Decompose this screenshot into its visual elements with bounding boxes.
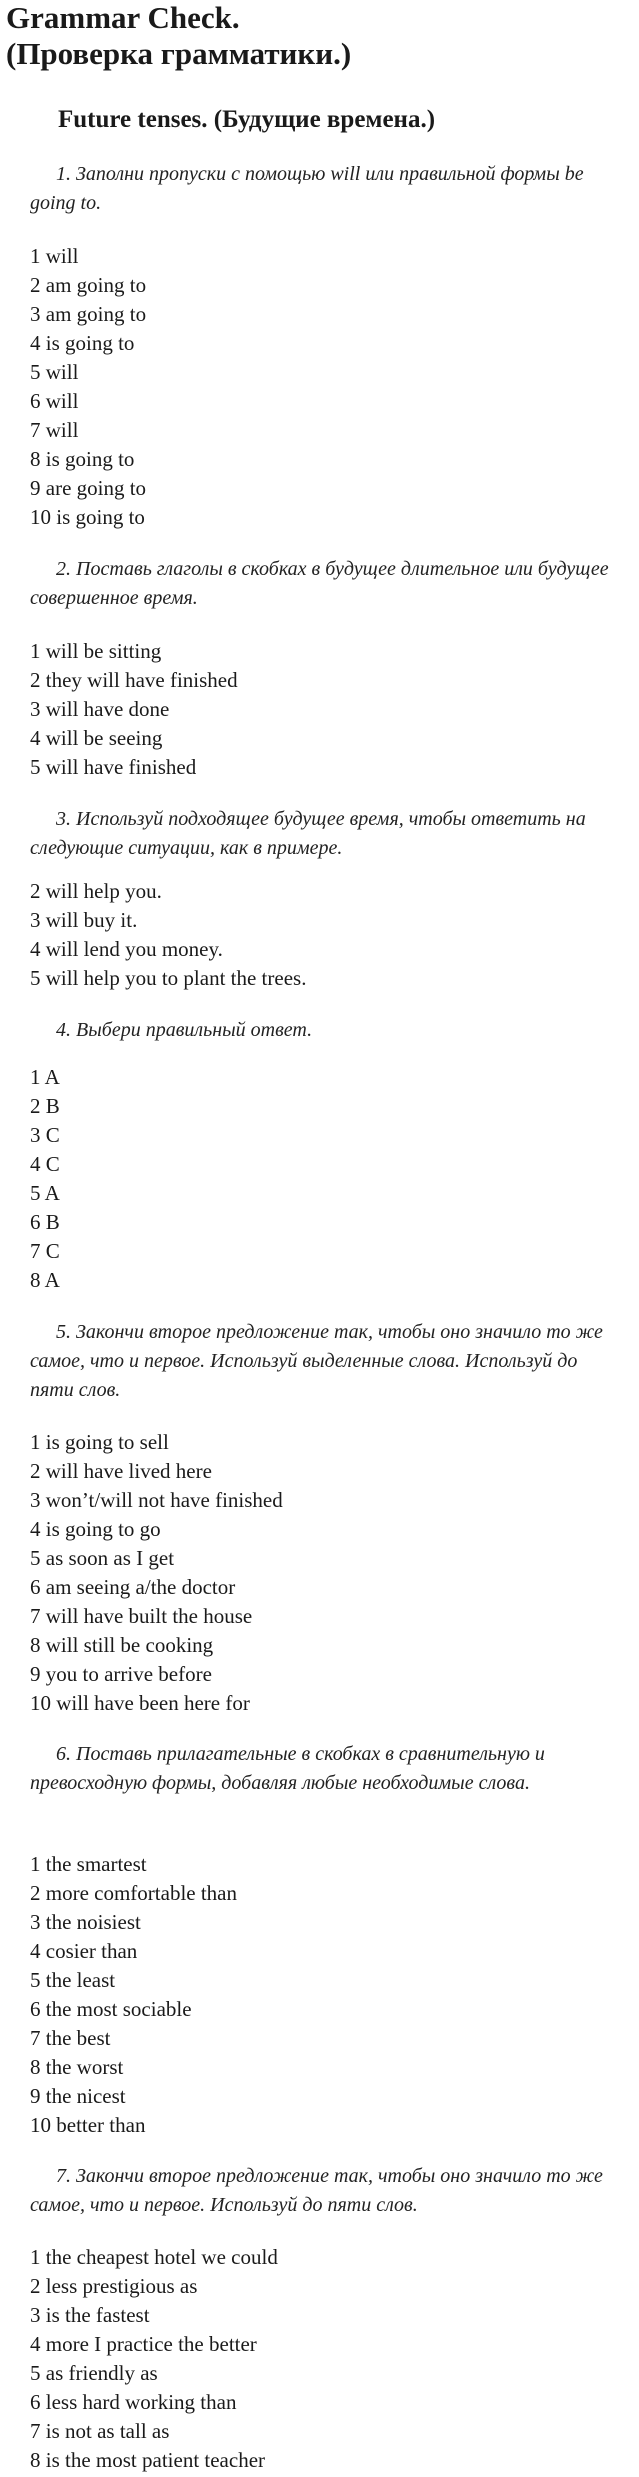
exercise-2-answer-5: 5 will have finished — [30, 755, 197, 779]
exercise-6-answer-5: 5 the least — [30, 1968, 116, 1992]
exercise-5-answer-5: 5 as soon as I get — [30, 1546, 175, 1570]
exercise-4-answer-8: 8 A — [30, 1268, 60, 1292]
exercise-2-instruction: 2. Поставь глаголы в скобках в будущее длительное или будущее совершенное время. — [30, 558, 609, 609]
exercise-4-instruction: 4. Выбери правильный ответ. — [56, 1019, 313, 1041]
exercise-4-answer-1: 1 A — [30, 1065, 60, 1089]
exercise-1-answer-7: 7 will — [30, 418, 79, 442]
exercise-6-answer-1: 1 the smartest — [30, 1852, 147, 1876]
exercise-6-answer-8: 8 the worst — [30, 2055, 124, 2079]
exercise-6-answer-10: 10 better than — [30, 2113, 146, 2137]
exercise-5-answer-3: 3 won’t/will not have finished — [30, 1488, 283, 1512]
exercise-7-answer-5: 5 as friendly as — [30, 2361, 158, 2385]
section-title: Future tenses. (Будущие времена.) — [58, 106, 436, 133]
exercise-1-answer-10: 10 is going to — [30, 505, 145, 529]
exercise-5-answer-2: 2 will have lived here — [30, 1459, 212, 1483]
exercise-4-answer-7: 7 C — [30, 1239, 60, 1263]
exercise-4-answer-4: 4 C — [30, 1152, 60, 1176]
exercise-5-instruction: 5. Закончи второе предложение так, чтобы оно значило то же самое, что и первое. Используй выделенные слова. Используй до пяти слов. — [30, 1321, 603, 1401]
exercise-3-instruction: 3. Используй подходящее будущее время, чтобы ответить на следующие ситуации, как в примере. — [30, 808, 586, 859]
exercise-6-answer-6: 6 the most sociable — [30, 1997, 192, 2021]
exercise-1-answer-2: 2 am going to — [30, 273, 147, 297]
exercise-2-answer-1: 1 will be sitting — [30, 639, 162, 663]
exercise-2-answer-2: 2 they will have finished — [30, 668, 238, 692]
exercise-4-answer-6: 6 B — [30, 1210, 60, 1234]
exercise-3-answer-3: 3 will buy it. — [30, 908, 138, 932]
exercise-7-answer-8: 8 is the most patient teacher — [30, 2448, 266, 2472]
exercise-1-answer-1: 1 will — [30, 244, 79, 268]
exercise-1-answer-5: 5 will — [30, 360, 79, 384]
exercise-5-answer-7: 7 will have built the house — [30, 1604, 253, 1628]
exercise-6-answer-4: 4 cosier than — [30, 1939, 138, 1963]
exercise-5-answer-4: 4 is going to go — [30, 1517, 161, 1541]
exercise-4-answer-2: 2 B — [30, 1094, 60, 1118]
exercise-1-instruction: 1. Заполни пропуски с помощью will или правильной формы be going to. — [30, 163, 584, 214]
exercise-7-answer-7: 7 is not as tall as — [30, 2419, 170, 2443]
page-title: Grammar Check. — [6, 0, 240, 35]
exercise-6-answer-2: 2 more comfortable than — [30, 1881, 238, 1905]
exercise-1-answer-8: 8 is going to — [30, 447, 135, 471]
exercise-5-answer-9: 9 you to arrive before — [30, 1662, 212, 1686]
exercise-4-answer-5: 5 A — [30, 1181, 60, 1205]
exercise-7-instruction: 7. Закончи второе предложение так, чтобы оно значило то же самое, что и первое. Используй до пяти слов. — [30, 2165, 603, 2216]
exercise-5-answer-8: 8 will still be cooking — [30, 1633, 214, 1657]
exercise-4-answer-3: 3 C — [30, 1123, 60, 1147]
exercise-3-answer-4: 4 will lend you money. — [30, 937, 223, 961]
exercise-7-answer-1: 1 the cheapest hotel we could — [30, 2245, 278, 2269]
exercise-7-answer-4: 4 more I practice the better — [30, 2332, 257, 2356]
page-subtitle: (Проверка грамматики.) — [6, 36, 352, 71]
exercise-6-instruction: 6. Поставь прилагательные в скобках в сравнительную и превосходную формы, добавляя любые необходимые слова. — [30, 1743, 545, 1794]
exercise-3-answer-2: 2 will help you. — [30, 879, 162, 903]
exercise-2-answer-4: 4 will be seeing — [30, 726, 163, 750]
exercise-7-answer-3: 3 is the fastest — [30, 2303, 150, 2327]
exercise-7-answer-2: 2 less prestigious as — [30, 2274, 198, 2298]
exercise-3-answer-5: 5 will help you to plant the trees. — [30, 966, 307, 990]
exercise-6-answer-7: 7 the best — [30, 2026, 111, 2050]
exercise-5-answer-6: 6 am seeing a/the doctor — [30, 1575, 236, 1599]
exercise-1-answer-4: 4 is going to — [30, 331, 135, 355]
exercise-2-answer-3: 3 will have done — [30, 697, 170, 721]
exercise-1-answer-9: 9 are going to — [30, 476, 147, 500]
exercise-6-answer-3: 3 the noisiest — [30, 1910, 141, 1934]
exercise-7-answer-6: 6 less hard working than — [30, 2390, 237, 2414]
exercise-5-answer-10: 10 will have been here for — [30, 1691, 250, 1715]
exercise-5-answer-1: 1 is going to sell — [30, 1430, 169, 1454]
exercise-1-answer-3: 3 am going to — [30, 302, 147, 326]
exercise-6-answer-9: 9 the nicest — [30, 2084, 126, 2108]
exercise-1-answer-6: 6 will — [30, 389, 79, 413]
